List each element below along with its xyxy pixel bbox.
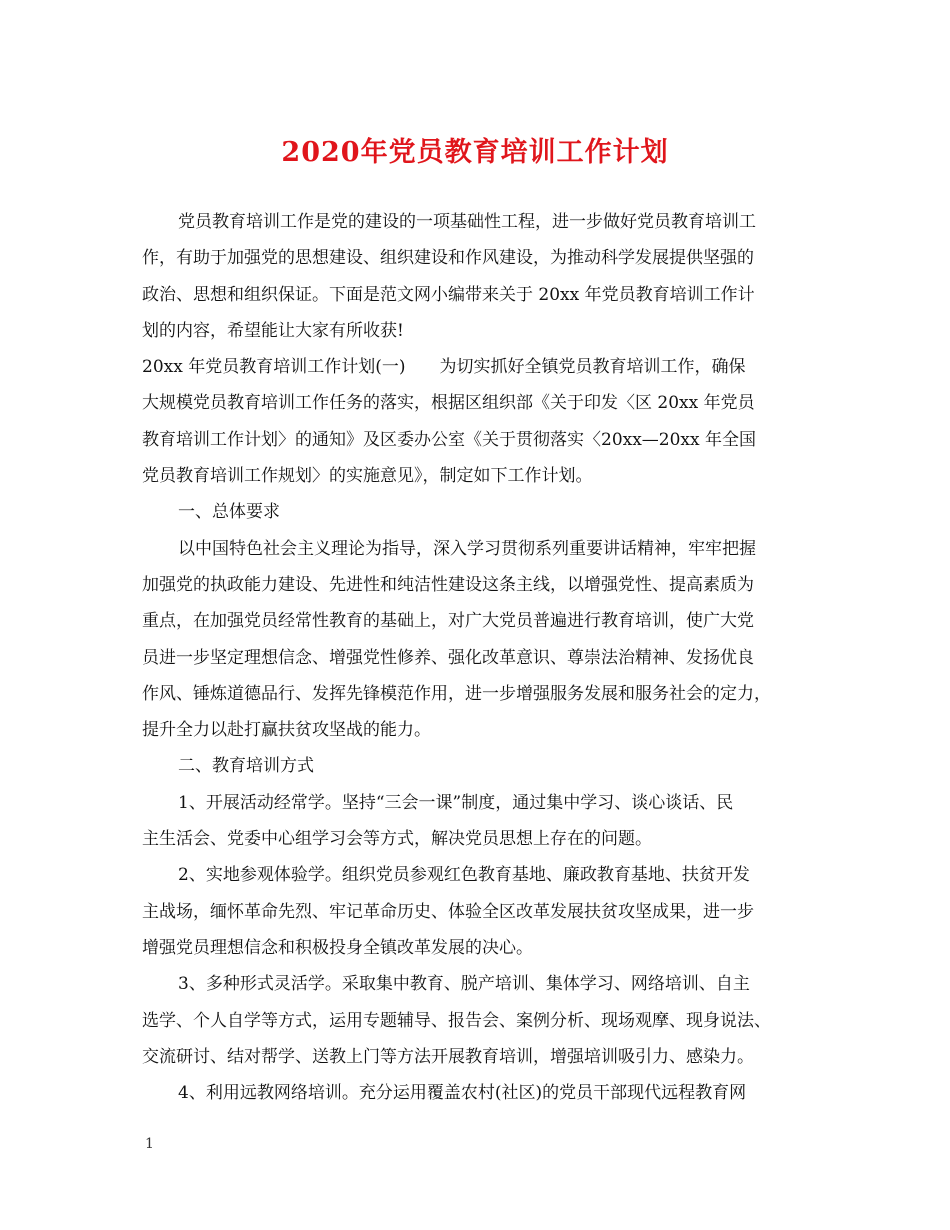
- text-line: [142, 748, 810, 784]
- line-text: 提升全力以赴打赢扶贫攻坚战的能力。: [142, 720, 431, 741]
- line-text: 一、总体要求: [178, 502, 280, 523]
- text-line: [142, 785, 810, 821]
- body-text: [142, 204, 810, 1111]
- line-text: 作风、锤炼道德品行、发挥先锋模范作用，进一步增强服务发展和服务社会的定力，: [142, 683, 771, 704]
- line-text: 主战场，缅怀革命先烈、牢记革命历史、体验全区改革发展扶贫攻坚成果，进一步: [142, 901, 754, 922]
- page-title: 2020年党员教育培训工作计划: [281, 137, 669, 168]
- text-line: [142, 1039, 810, 1075]
- text-line: [142, 676, 810, 712]
- line-text: 1、开展活动经常学。坚持“三会一课”制度，通过集中学习、谈心谈话、民: [178, 792, 734, 813]
- text-line: [142, 277, 810, 313]
- text-line: [142, 313, 810, 349]
- text-line: [142, 1075, 810, 1111]
- line-text: 党员教育培训工作规划〉的实施意见》，制定如下工作计划。: [142, 466, 593, 487]
- line-text: 大规模党员教育培训工作任务的落实，根据区组织部《关于印发〈区 20xx 年党员: [142, 393, 755, 414]
- text-line: [142, 204, 810, 240]
- text-line: [142, 1003, 810, 1039]
- text-line: [142, 821, 810, 857]
- text-line: [142, 857, 810, 893]
- line-text: 交流研讨、结对帮学、送教上门等方法开展教育培训，增强培训吸引力、感染力。: [142, 1046, 754, 1067]
- text-line: [142, 894, 810, 930]
- text-line: [142, 712, 810, 748]
- line-text: 主生活会、党委中心组学习会等方式，解决党员思想上存在的问题。: [142, 829, 652, 850]
- line-text: 加强党的执政能力建设、先进性和纯洁性建设这条主线，以增强党性、提高素质为: [142, 574, 754, 595]
- text-line: [142, 640, 810, 676]
- text-line: [142, 930, 810, 966]
- line-text: 以中国特色社会主义理论为指导，深入学习贯彻系列重要讲话精神，牢牢把握: [178, 538, 756, 559]
- text-line: [142, 349, 810, 385]
- text-line: [142, 531, 810, 567]
- text-line: [142, 966, 810, 1002]
- line-text: 为切实抓好全镇党员教育培训工作，确保: [439, 357, 746, 378]
- page-number: 1: [145, 1136, 154, 1152]
- line-text: 选学、个人自学等方式，运用专题辅导、报告会、案例分析、现场观摩、现身说法、: [142, 1010, 771, 1031]
- text-line: [142, 458, 810, 494]
- line-text: 3、多种形式灵活学。采取集中教育、脱产培训、集体学习、网络培训、自主: [178, 974, 750, 995]
- line-text: 员进一步坚定理想信念、增强党性修养、强化改革意识、尊崇法治精神、发扬优良: [142, 647, 754, 668]
- line-text: 二、教育培训方式: [178, 756, 314, 777]
- text-line: [142, 422, 810, 458]
- section-heading: 20xx 年党员教育培训工作计划(一): [142, 357, 406, 378]
- text-line: [142, 494, 810, 530]
- text-line: [142, 567, 810, 603]
- line-text: 教育培训工作计划〉的通知》及区委办公室《关于贯彻落实〈20xx—20xx 年全国: [142, 429, 757, 450]
- text-line: [142, 240, 810, 276]
- line-text: 政治、思想和组织保证。下面是范文网小编带来关于 20xx 年党员教育培训工作计: [142, 284, 755, 305]
- line-text: 重点，在加强党员经常性教育的基础上，对广大党员普遍进行教育培训，使广大党: [142, 611, 754, 632]
- line-text: 增强党员理想信念和积极投身全镇改革发展的决心。: [142, 937, 533, 958]
- line-text: 划的内容，希望能让大家有所收获!: [142, 320, 404, 341]
- text-line: [142, 385, 810, 421]
- line-text: 2、实地参观体验学。组织党员参观红色教育基地、廉政教育基地、扶贫开发: [178, 865, 750, 886]
- line-text: 党员教育培训工作是党的建设的一项基础性工程，进一步做好党员教育培训工: [178, 212, 756, 232]
- text-line: [142, 603, 810, 639]
- line-text: 4、利用远教网络培训。充分运用覆盖农村(社区)的党员干部现代远程教育网: [178, 1083, 747, 1104]
- line-text: 作，有助于加强党的思想建设、组织建设和作风建设，为推动科学发展提供坚强的: [142, 248, 754, 269]
